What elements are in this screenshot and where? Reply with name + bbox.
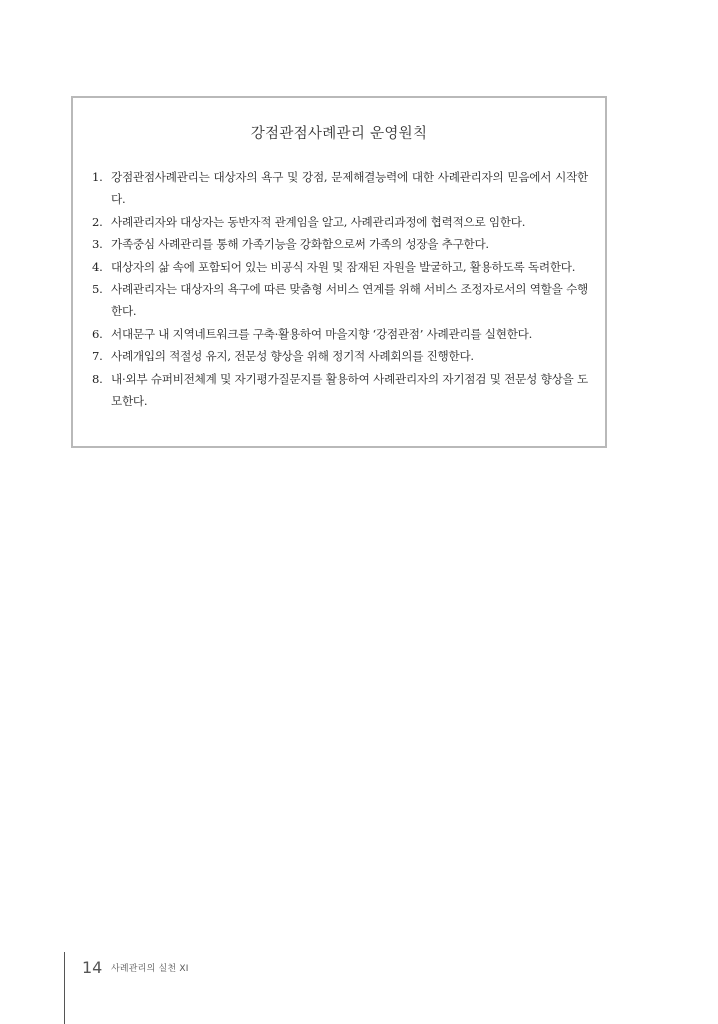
footer-divider [64,952,65,1024]
item-text: 강점관점사례관리는 대상자의 욕구 및 강점, 문제해결능력에 대한 사례관리자의 믿음에서 시작한다. [111,170,588,207]
principles-box [71,96,607,448]
box-title: 강점관점사례관리 운영원칙 [250,126,428,142]
list-item [92,345,588,367]
item-text: 내·외부 슈퍼비전체계 및 자기평가질문지를 활용하여 사례관리자의 자기점검 및 전문성 향상을 도모한다. [111,371,588,409]
item-number: 4. [92,259,103,274]
item-number: 6. [92,326,103,341]
item-number: 3. [92,237,103,252]
item-number: 1. [92,170,103,184]
running-title: 사례관리의 실천 XI [111,964,189,974]
list-item [92,368,588,413]
item-text: 가족중심 사례관리를 통해 가족기능을 강화함으로써 가족의 성장을 추구한다. [111,237,489,252]
item-text: 사례관리자와 대상자는 동반자적 관계임을 알고, 사례관리과정에 협력적으로 임한다. [111,214,526,229]
list-item [92,166,588,211]
item-number: 8. [92,371,103,386]
item-number: 2. [92,214,103,229]
item-text: 사례개입의 적절성 유지, 전문성 향상을 위해 정기적 사례회의를 진행한다. [111,349,474,364]
item-text: 대상자의 삶 속에 포함되어 있는 비공식 자원 및 잠재된 자원을 발굴하고, 활용하도록 독려한다. [111,259,576,274]
list-item [92,323,588,345]
list-item [92,211,588,233]
principles-list [92,166,588,412]
page-number: 14 [82,958,103,977]
item-number: 7. [92,349,103,364]
item-text: 사례관리자는 대상자의 욕구에 따른 맞춤형 서비스 연계를 위해 서비스 조정자로서의 역할을 수행한다. [111,282,588,319]
item-text: 서대문구 내 지역네트워크를 구축·활용하여 마을지향 ‘강점관점’ 사례관리를 실현한다. [111,326,533,341]
list-item [92,278,588,323]
list-item [92,256,588,278]
item-number: 5. [92,282,103,297]
list-item [92,233,588,255]
